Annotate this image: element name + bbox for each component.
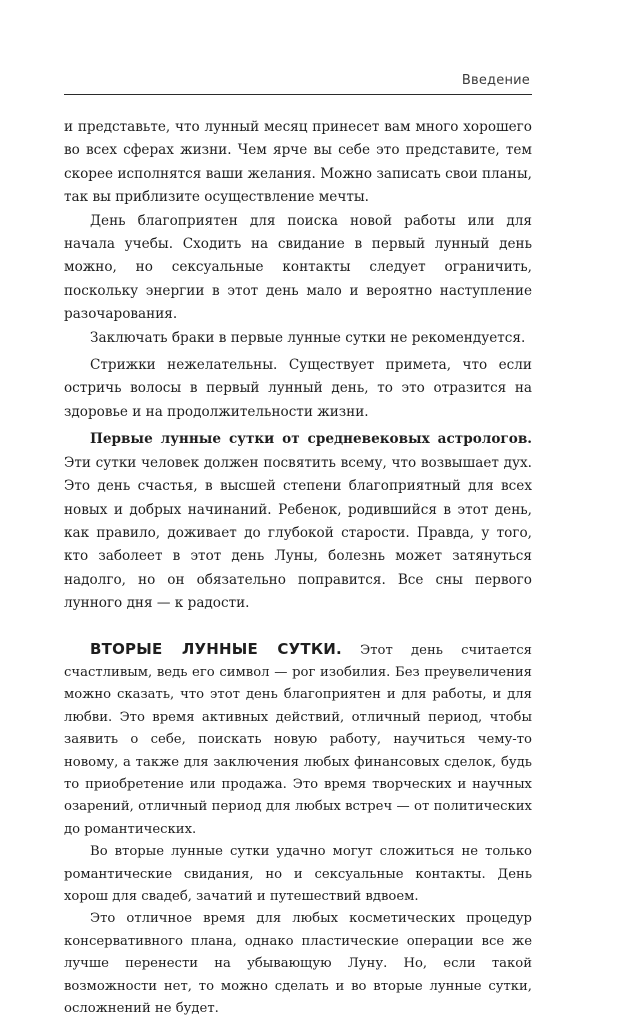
section-title: ВТОРЫЕ ЛУННЫЕ СУТКИ.	[90, 639, 342, 658]
paragraph-4: Стрижки нежелательны. Существует примета, что если остричь волосы в первый лунный день, то это отразится на здоровье и на продолжительности жизни.	[64, 357, 532, 420]
paragraph-3: Заключать браки в первые лунные сутки не рекомендуется.	[90, 329, 526, 346]
paragraph-5-text: Эти сутки человек должен посвятить всему, что возвышает дух. Это день счастья, в высшей степени благоприятный для всех новых и добрых начинаний. Ребенок, родившийся в этот день, как правило, доживает до глубокой старости. Правда, у того, кто заболеет в этот день Луны, болезнь может затянуться надолго, но он обязательно поправится. Все сны первого лунного дня — к радости.	[64, 454, 532, 612]
paragraph-1: и представьте, что лунный месяц принесет вам много хорошего во всех сферах жизни. Чем ярче вы себе это представите, тем скорее исполнятся ваши желания. Можно записать свои планы, так вы приблизите осуществление мечты.	[64, 119, 532, 206]
section-text: Этот день считается счастливым, ведь его символ — рог изобилия. Без преувеличения можно сказать, что этот день благоприятен и для работы, и для любви. Это время активных действий, отличный период, чтобы заявить о себе, поискать новую работу, научиться чему-то новому, а также для заключения любых финансовых сделок, будь то приобретение или продажа. Это время творческих и научных озарений, отличный период для любых встреч — от политических до романтических.	[64, 642, 532, 837]
paragraph-5	[64, 428, 532, 615]
paragraph-2: День благоприятен для поиска новой работы или для начала учебы. Сходить на свидание в первый лунный день можно, но сексуальные контакты следует ограничить, поскольку энергии в этот день мало и вероятно наступление разочарования.	[64, 212, 532, 323]
page-header	[64, 72, 532, 95]
paragraph-5-lead: Первые лунные сутки от средневековых астрологов.	[90, 431, 532, 448]
paragraph-7: Это отличное время для любых косметических процедур консервативного плана, однако пластические операции все же лучше перенести на убывающую Луну. Но, если такой возможности нет, то можно сделать и во вторые лунные сутки, осложнений не будет.	[64, 911, 532, 1017]
body-text	[64, 116, 532, 1020]
paragraph-6: Во вторые лунные сутки удачно могут сложиться не только романтические свидания, но и сексуальные контакты. День хорош для свадеб, зачатий и путешествий вдвоем.	[64, 844, 532, 904]
section-second-lunar-day	[64, 638, 532, 842]
running-title: Введение	[461, 73, 530, 88]
